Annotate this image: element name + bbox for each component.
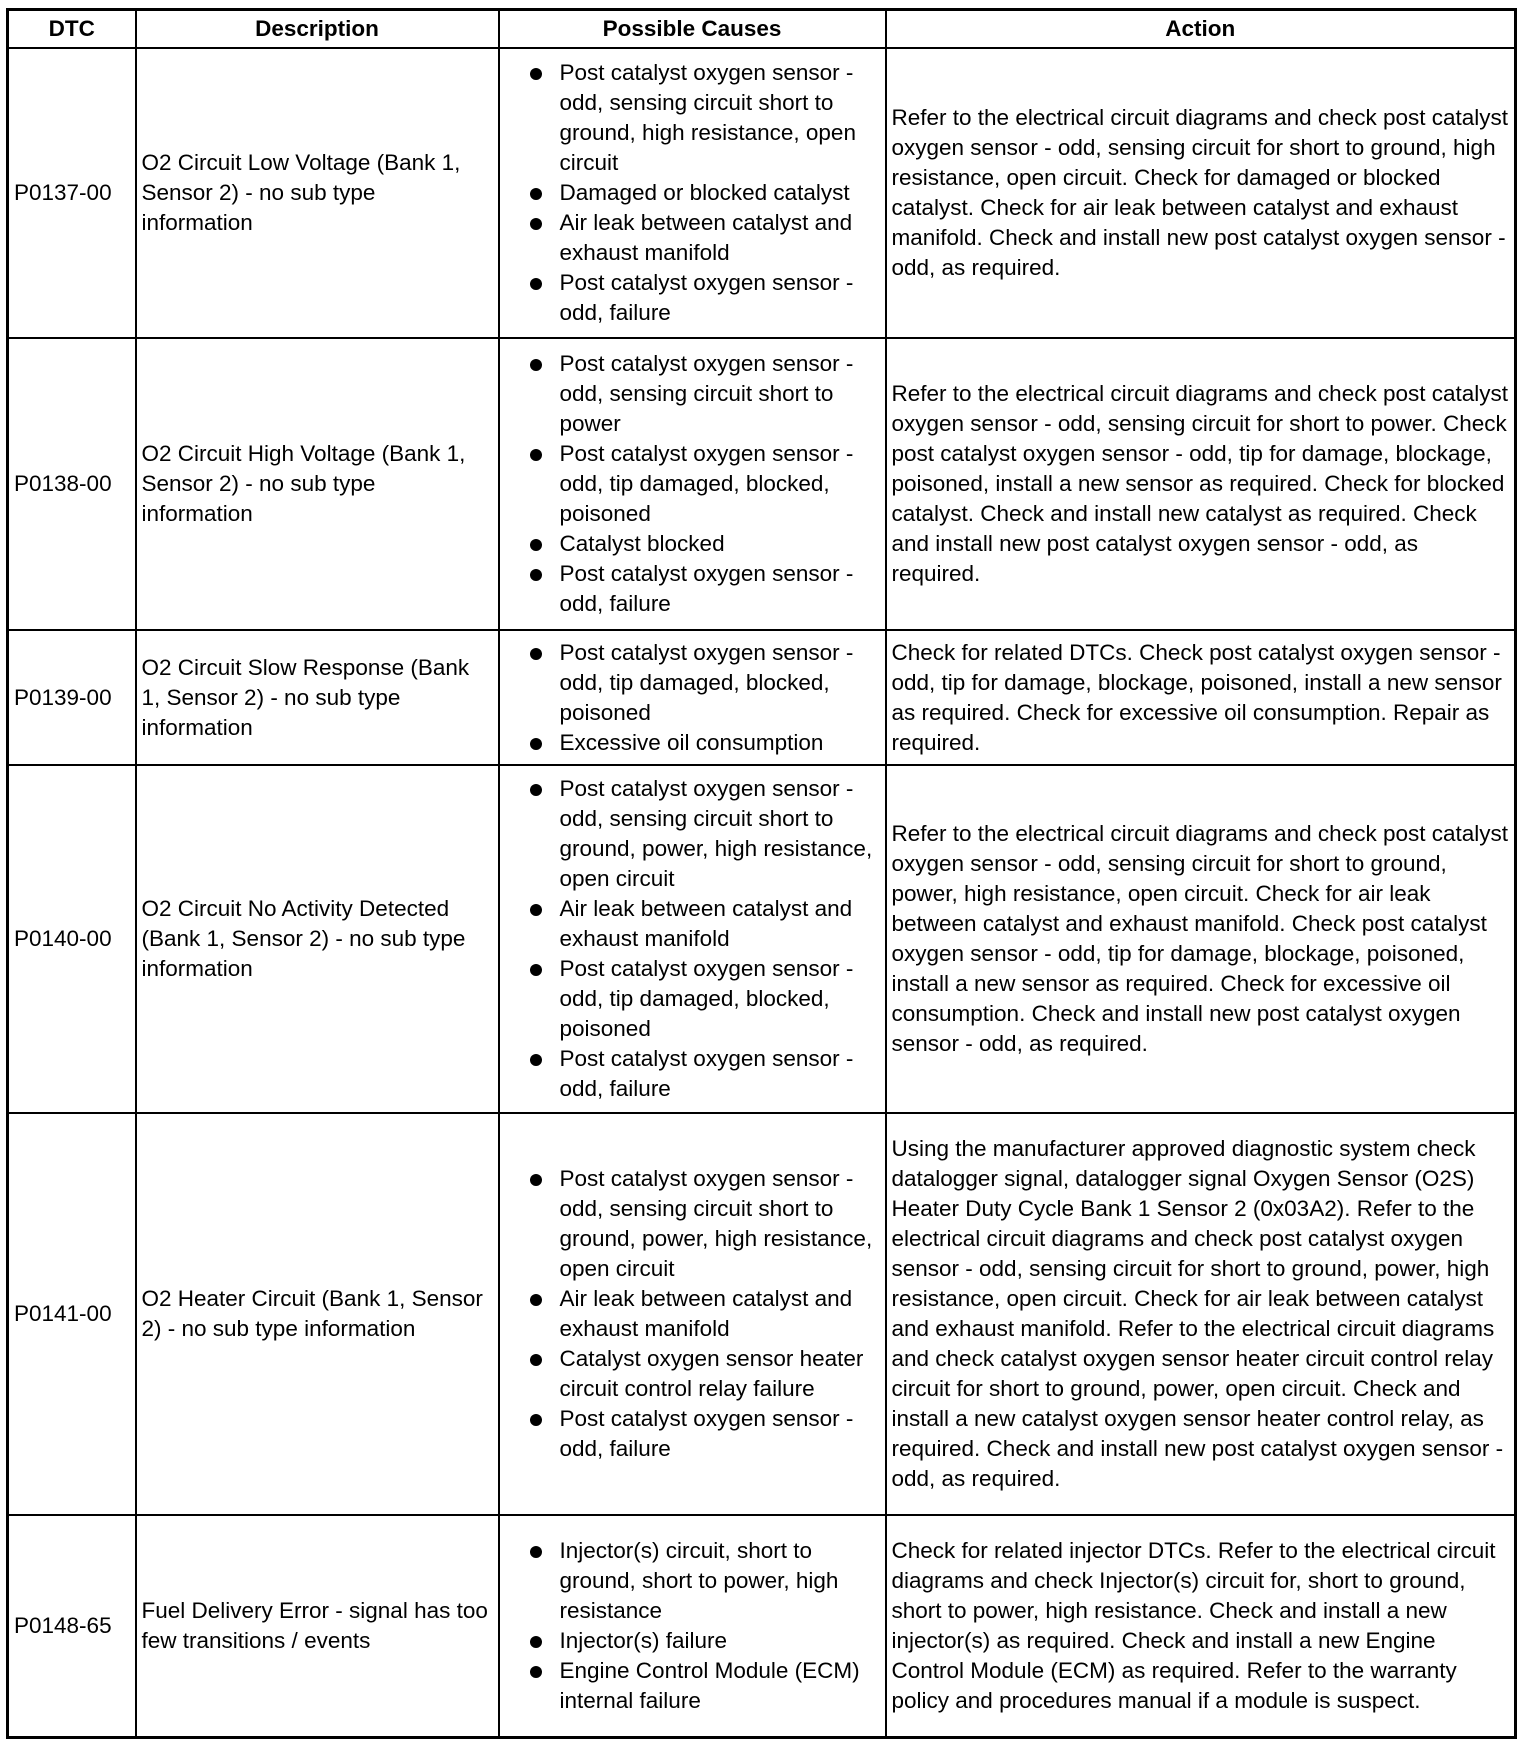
cause-item <box>505 1164 880 1284</box>
possible-causes-list <box>505 349 880 619</box>
cause-item <box>505 774 880 894</box>
action-text: Check for related injector DTCs. Refer to the electrical circuit diagrams and check Injector(s) circuit for, short to ground, short to power, high resistance. Check and install a new injector(s) as required. Check and install a new Engine Control Module (ECM) as required. Refer to the warranty policy and procedures manual if a module is suspect. <box>886 1515 1516 1738</box>
dtc-description: O2 Circuit Slow Response (Bank 1, Sensor 2) - no sub type information <box>136 630 499 765</box>
cause-item <box>505 894 880 954</box>
bullet-icon <box>530 1666 542 1678</box>
possible-causes-cell <box>499 765 886 1113</box>
cause-item <box>505 439 880 529</box>
cause-item <box>505 178 880 208</box>
possible-causes-list <box>505 1164 880 1464</box>
possible-causes-list <box>505 58 880 328</box>
dtc-code: P0139-00 <box>8 630 136 765</box>
cause-item <box>505 268 880 328</box>
dtc-code: P0137-00 <box>8 48 136 338</box>
bullet-icon <box>530 1354 542 1366</box>
action-text: Refer to the electrical circuit diagrams and check post catalyst oxygen sensor - odd, sensing circuit for short to ground, high resistance, open circuit. Check for damaged or blocked catalyst. Check for air leak between catalyst and exhaust manifold. Check and install new post catalyst oxygen sensor - odd, as required. <box>886 48 1516 338</box>
dtc-description: O2 Circuit Low Voltage (Bank 1, Sensor 2) - no sub type information <box>136 48 499 338</box>
bullet-icon <box>530 1294 542 1306</box>
cause-text: Post catalyst oxygen sensor - odd, tip damaged, blocked, poisoned <box>559 639 854 725</box>
cause-item <box>505 1536 880 1626</box>
bullet-icon <box>530 648 542 660</box>
bullet-icon <box>530 68 542 80</box>
cause-text: Engine Control Module (ECM) internal failure <box>559 1658 860 1713</box>
cause-text: Air leak between catalyst and exhaust manifold <box>559 210 853 265</box>
cause-text: Post catalyst oxygen sensor - odd, sensing circuit short to ground, high resistance, open circuit <box>559 60 856 175</box>
bullet-icon <box>530 1414 542 1426</box>
action-text: Using the manufacturer approved diagnostic system check datalogger signal, datalogger signal Oxygen Sensor (O2S) Heater Duty Cycle Bank 1 Sensor 2 (0x03A2). Refer to the electrical circuit diagrams and check post catalyst oxygen sensor - odd, sensing circuit for short to ground, power, high resistance, open circuit. Check for air leak between catalyst and exhaust manifold. Refer to the electrical circuit diagrams and check catalyst oxygen sensor heater circuit control relay circuit for short to ground, power, open circuit. Check and install a new catalyst oxygen sensor heater control relay, as required. Check and install new post catalyst oxygen sensor - odd, as required. <box>886 1113 1516 1515</box>
cause-item <box>505 529 880 559</box>
cause-item <box>505 1656 880 1716</box>
cause-text: Post catalyst oxygen sensor - odd, tip damaged, blocked, poisoned <box>559 956 854 1041</box>
header-dtc: DTC <box>8 10 136 49</box>
bullet-icon <box>530 784 542 796</box>
cause-text: Post catalyst oxygen sensor - odd, failure <box>559 1406 854 1461</box>
cause-text: Injector(s) circuit, short to ground, short to power, high resistance <box>559 1538 839 1623</box>
bullet-icon <box>530 569 542 581</box>
table-row <box>8 1113 1516 1515</box>
table-row <box>8 1515 1516 1738</box>
action-text: Check for related DTCs. Check post catalyst oxygen sensor - odd, tip for damage, blockage, poisoned, install a new sensor as required. Check for excessive oil consumption. Repair as required. <box>886 630 1516 765</box>
table-row <box>8 765 1516 1113</box>
cause-item <box>505 58 880 178</box>
header-possible-causes: Possible Causes <box>499 10 886 49</box>
cause-text: Damaged or blocked catalyst <box>559 180 850 205</box>
bullet-icon <box>530 278 542 290</box>
cause-text: Post catalyst oxygen sensor - odd, failure <box>559 561 854 616</box>
bullet-icon <box>530 1174 542 1186</box>
bullet-icon <box>530 449 542 461</box>
table-row <box>8 48 1516 338</box>
bullet-icon <box>530 539 542 551</box>
bullet-icon <box>530 359 542 371</box>
bullet-icon <box>530 218 542 230</box>
cause-item <box>505 349 880 439</box>
cause-item <box>505 208 880 268</box>
cause-text: Post catalyst oxygen sensor - odd, tip damaged, blocked, poisoned <box>559 441 854 526</box>
table-row <box>8 630 1516 765</box>
dtc-code: P0140-00 <box>8 765 136 1113</box>
dtc-description: Fuel Delivery Error - signal has too few transitions / events <box>136 1515 499 1738</box>
possible-causes-cell <box>499 1113 886 1515</box>
bullet-icon <box>530 188 542 200</box>
dtc-description: O2 Circuit No Activity Detected (Bank 1, Sensor 2) - no sub type information <box>136 765 499 1113</box>
dtc-description: O2 Heater Circuit (Bank 1, Sensor 2) - no sub type information <box>136 1113 499 1515</box>
table-header-row <box>8 10 1516 49</box>
possible-causes-cell <box>499 630 886 765</box>
cause-item <box>505 1284 880 1344</box>
dtc-code: P0138-00 <box>8 338 136 630</box>
table-row <box>8 338 1516 630</box>
bullet-icon <box>530 738 542 750</box>
bullet-icon <box>530 1636 542 1648</box>
header-description: Description <box>136 10 499 49</box>
dtc-description: O2 Circuit High Voltage (Bank 1, Sensor 2) - no sub type information <box>136 338 499 630</box>
cause-text: Excessive oil consumption <box>559 729 824 755</box>
cause-item <box>505 1626 880 1656</box>
cause-text: Catalyst oxygen sensor heater circuit control relay failure <box>559 1346 864 1401</box>
dtc-code: P0148-65 <box>8 1515 136 1738</box>
possible-causes-cell <box>499 48 886 338</box>
possible-causes-cell <box>499 338 886 630</box>
cause-text: Post catalyst oxygen sensor - odd, failure <box>559 270 854 325</box>
header-action: Action <box>886 10 1516 49</box>
action-text: Refer to the electrical circuit diagrams and check post catalyst oxygen sensor - odd, sensing circuit for short to power. Check post catalyst oxygen sensor - odd, tip for damage, blockage, poisoned, install a new sensor as required. Check for blocked catalyst. Check and install new catalyst as required. Check and install new post catalyst oxygen sensor - odd, as required. <box>886 338 1516 630</box>
cause-item <box>505 954 880 1044</box>
cause-item <box>505 1344 880 1404</box>
bullet-icon <box>530 964 542 976</box>
cause-text: Post catalyst oxygen sensor - odd, sensing circuit short to ground, power, high resistance, open circuit <box>559 776 873 891</box>
possible-causes-cell <box>499 1515 886 1738</box>
possible-causes-list <box>505 638 880 758</box>
cause-text: Injector(s) failure <box>559 1628 728 1653</box>
possible-causes-list <box>505 1536 880 1716</box>
cause-item <box>505 1044 880 1104</box>
cause-text: Catalyst blocked <box>559 531 725 556</box>
dtc-code: P0141-00 <box>8 1113 136 1515</box>
dtc-table <box>6 8 1517 1739</box>
cause-item <box>505 728 880 758</box>
action-text: Refer to the electrical circuit diagrams and check post catalyst oxygen sensor - odd, sensing circuit for short to ground, power, high resistance, open circuit. Check for air leak between catalyst and exhaust manifold. Check post catalyst oxygen sensor - odd, tip for damage, blockage, poisoned, install a new sensor as required. Check for excessive oil consumption. Check and install new post catalyst oxygen sensor - odd, as required. <box>886 765 1516 1113</box>
bullet-icon <box>530 1546 542 1558</box>
cause-item <box>505 559 880 619</box>
cause-text: Post catalyst oxygen sensor - odd, sensing circuit short to power <box>559 351 854 436</box>
cause-item <box>505 1404 880 1464</box>
cause-item <box>505 638 880 728</box>
cause-text: Post catalyst oxygen sensor - odd, sensing circuit short to ground, power, high resistance, open circuit <box>559 1166 873 1281</box>
cause-text: Air leak between catalyst and exhaust manifold <box>559 896 853 951</box>
cause-text: Post catalyst oxygen sensor - odd, failure <box>559 1046 854 1101</box>
bullet-icon <box>530 1054 542 1066</box>
bullet-icon <box>530 904 542 916</box>
possible-causes-list <box>505 774 880 1104</box>
cause-text: Air leak between catalyst and exhaust manifold <box>559 1286 853 1341</box>
